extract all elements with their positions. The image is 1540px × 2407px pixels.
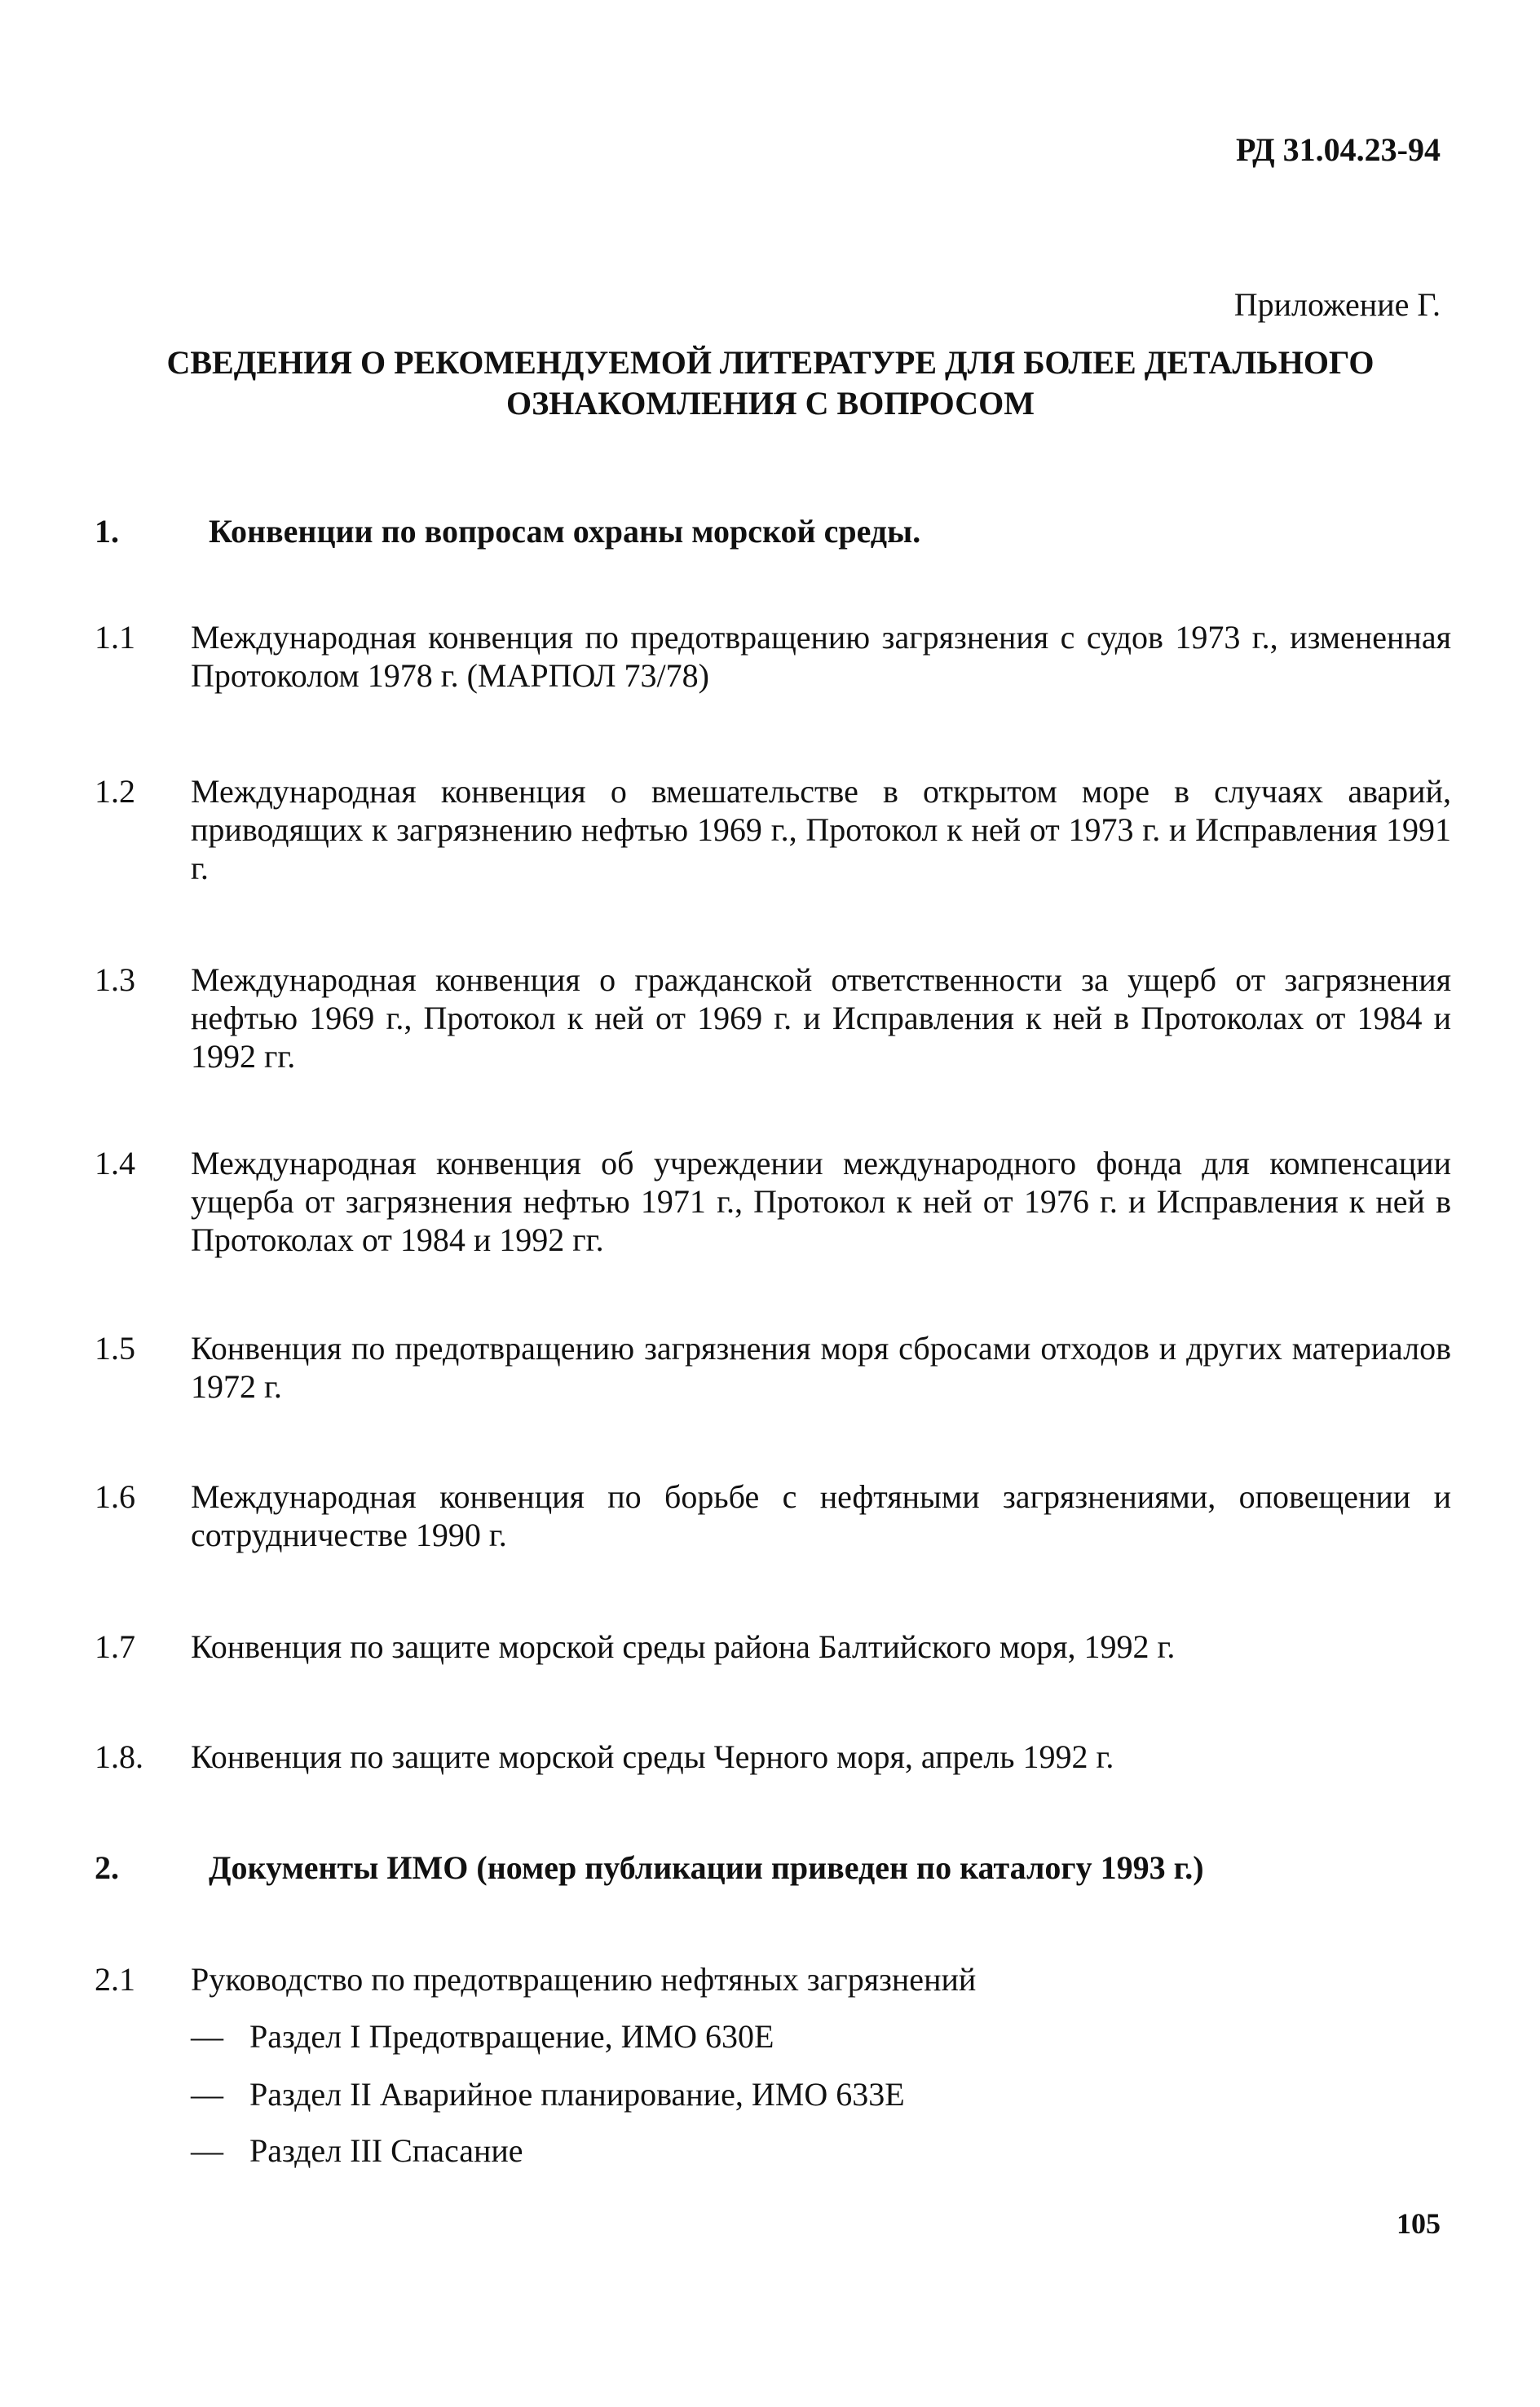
item-text: Конвенция по предотвращению загрязнения моря сбросами отходов и других материалов 1972 г. <box>191 1330 1451 1405</box>
dash-bullet: — <box>191 2018 223 2055</box>
section-title: Конвенции по вопросам охраны морской среды. <box>209 513 921 550</box>
title-line-2: ОЗНАКОМЛЕНИЯ С ВОПРОСОМ <box>505 385 1035 422</box>
sub-item-section-3 <box>191 2131 523 2170</box>
list-item-1-2 <box>95 772 1451 887</box>
item-text: Конвенция по защите морской среды района Балтийского моря, 1992 г. <box>191 1628 1176 1665</box>
list-item-1-4 <box>95 1144 1451 1259</box>
list-item-1-7 <box>95 1627 1451 1666</box>
sub-item-section-2 <box>191 2075 905 2113</box>
section-number: 1. <box>95 513 119 550</box>
item-number: 1.1 <box>95 619 135 656</box>
page-number: 105 <box>1397 2207 1441 2240</box>
document-code: РД 31.04.23-94 <box>1236 131 1441 168</box>
item-text: Международная конвенция о вмешательстве в открытом море в случаях аварий, приводящих к загрязнению нефтью 1969 г., Протокол к ней от 1973 г. и Исправления 1991 г. <box>191 773 1451 886</box>
list-item-1-8 <box>95 1738 1451 1776</box>
item-number: 1.6 <box>95 1478 135 1515</box>
item-text: Международная конвенция об учреждении международного фонда для компенсации ущерба от загрязнения нефтью 1971 г., Протокол к ней от 1976 г. и Исправления к ней в Протоколах от 1984 и 1992 гг. <box>191 1145 1451 1258</box>
item-text: Международная конвенция по предотвращению загрязнения с судов 1973 г., измененная Протоколом 1978 г. (МАРПОЛ 73/78) <box>191 619 1451 694</box>
item-text: Руководство по предотвращению нефтяных загрязнений <box>191 1961 977 1998</box>
sub-item-text: Раздел III Спасание <box>249 2132 523 2169</box>
item-text: Международная конвенция по борьбе с нефтяными загрязнениями, оповещении и сотрудничестве 1990 г. <box>191 1478 1451 1553</box>
item-number: 1.2 <box>95 773 135 810</box>
list-item-2-1 <box>95 1960 1451 1998</box>
title-line-1: СВЕДЕНИЯ О РЕКОМЕНДУЕМОЙ ЛИТЕРАТУРЕ ДЛЯ БОЛЕЕ ДЕТАЛЬНОГО <box>166 344 1375 381</box>
section-number: 2. <box>95 1849 119 1886</box>
list-item-1-3 <box>95 961 1451 1075</box>
item-number: 2.1 <box>95 1961 135 1998</box>
dash-bullet: — <box>191 2132 223 2169</box>
page-title <box>98 342 1443 424</box>
section-title: Документы ИМО (номер публикации приведен по каталогу 1993 г.) <box>209 1849 1204 1886</box>
item-text: Международная конвенция о гражданской ответственности за ущерб от загрязнения нефтью 1969 г., Протокол к ней от 1969 г. и Исправления к ней в Протоколах от 1984 и 1992 гг. <box>191 961 1451 1075</box>
list-item-1-1 <box>95 618 1451 695</box>
item-number: 1.8. <box>95 1738 143 1775</box>
item-text: Конвенция по защите морской среды Черного моря, апрель 1992 г. <box>191 1738 1114 1775</box>
appendix-label: Приложение Г. <box>1233 286 1441 323</box>
sub-item-section-1 <box>191 2017 774 2056</box>
dash-bullet: — <box>191 2076 223 2113</box>
list-item-1-5 <box>95 1329 1451 1406</box>
item-number: 1.3 <box>95 961 135 998</box>
item-number: 1.4 <box>95 1145 135 1181</box>
list-item-1-6 <box>95 1477 1451 1554</box>
sub-item-text: Раздел II Аварийное планирование, ИМО 633Е <box>249 2076 905 2113</box>
sub-item-text: Раздел I Предотвращение, ИМО 630Е <box>249 2018 774 2055</box>
item-number: 1.5 <box>95 1330 135 1367</box>
item-number: 1.7 <box>95 1628 135 1665</box>
